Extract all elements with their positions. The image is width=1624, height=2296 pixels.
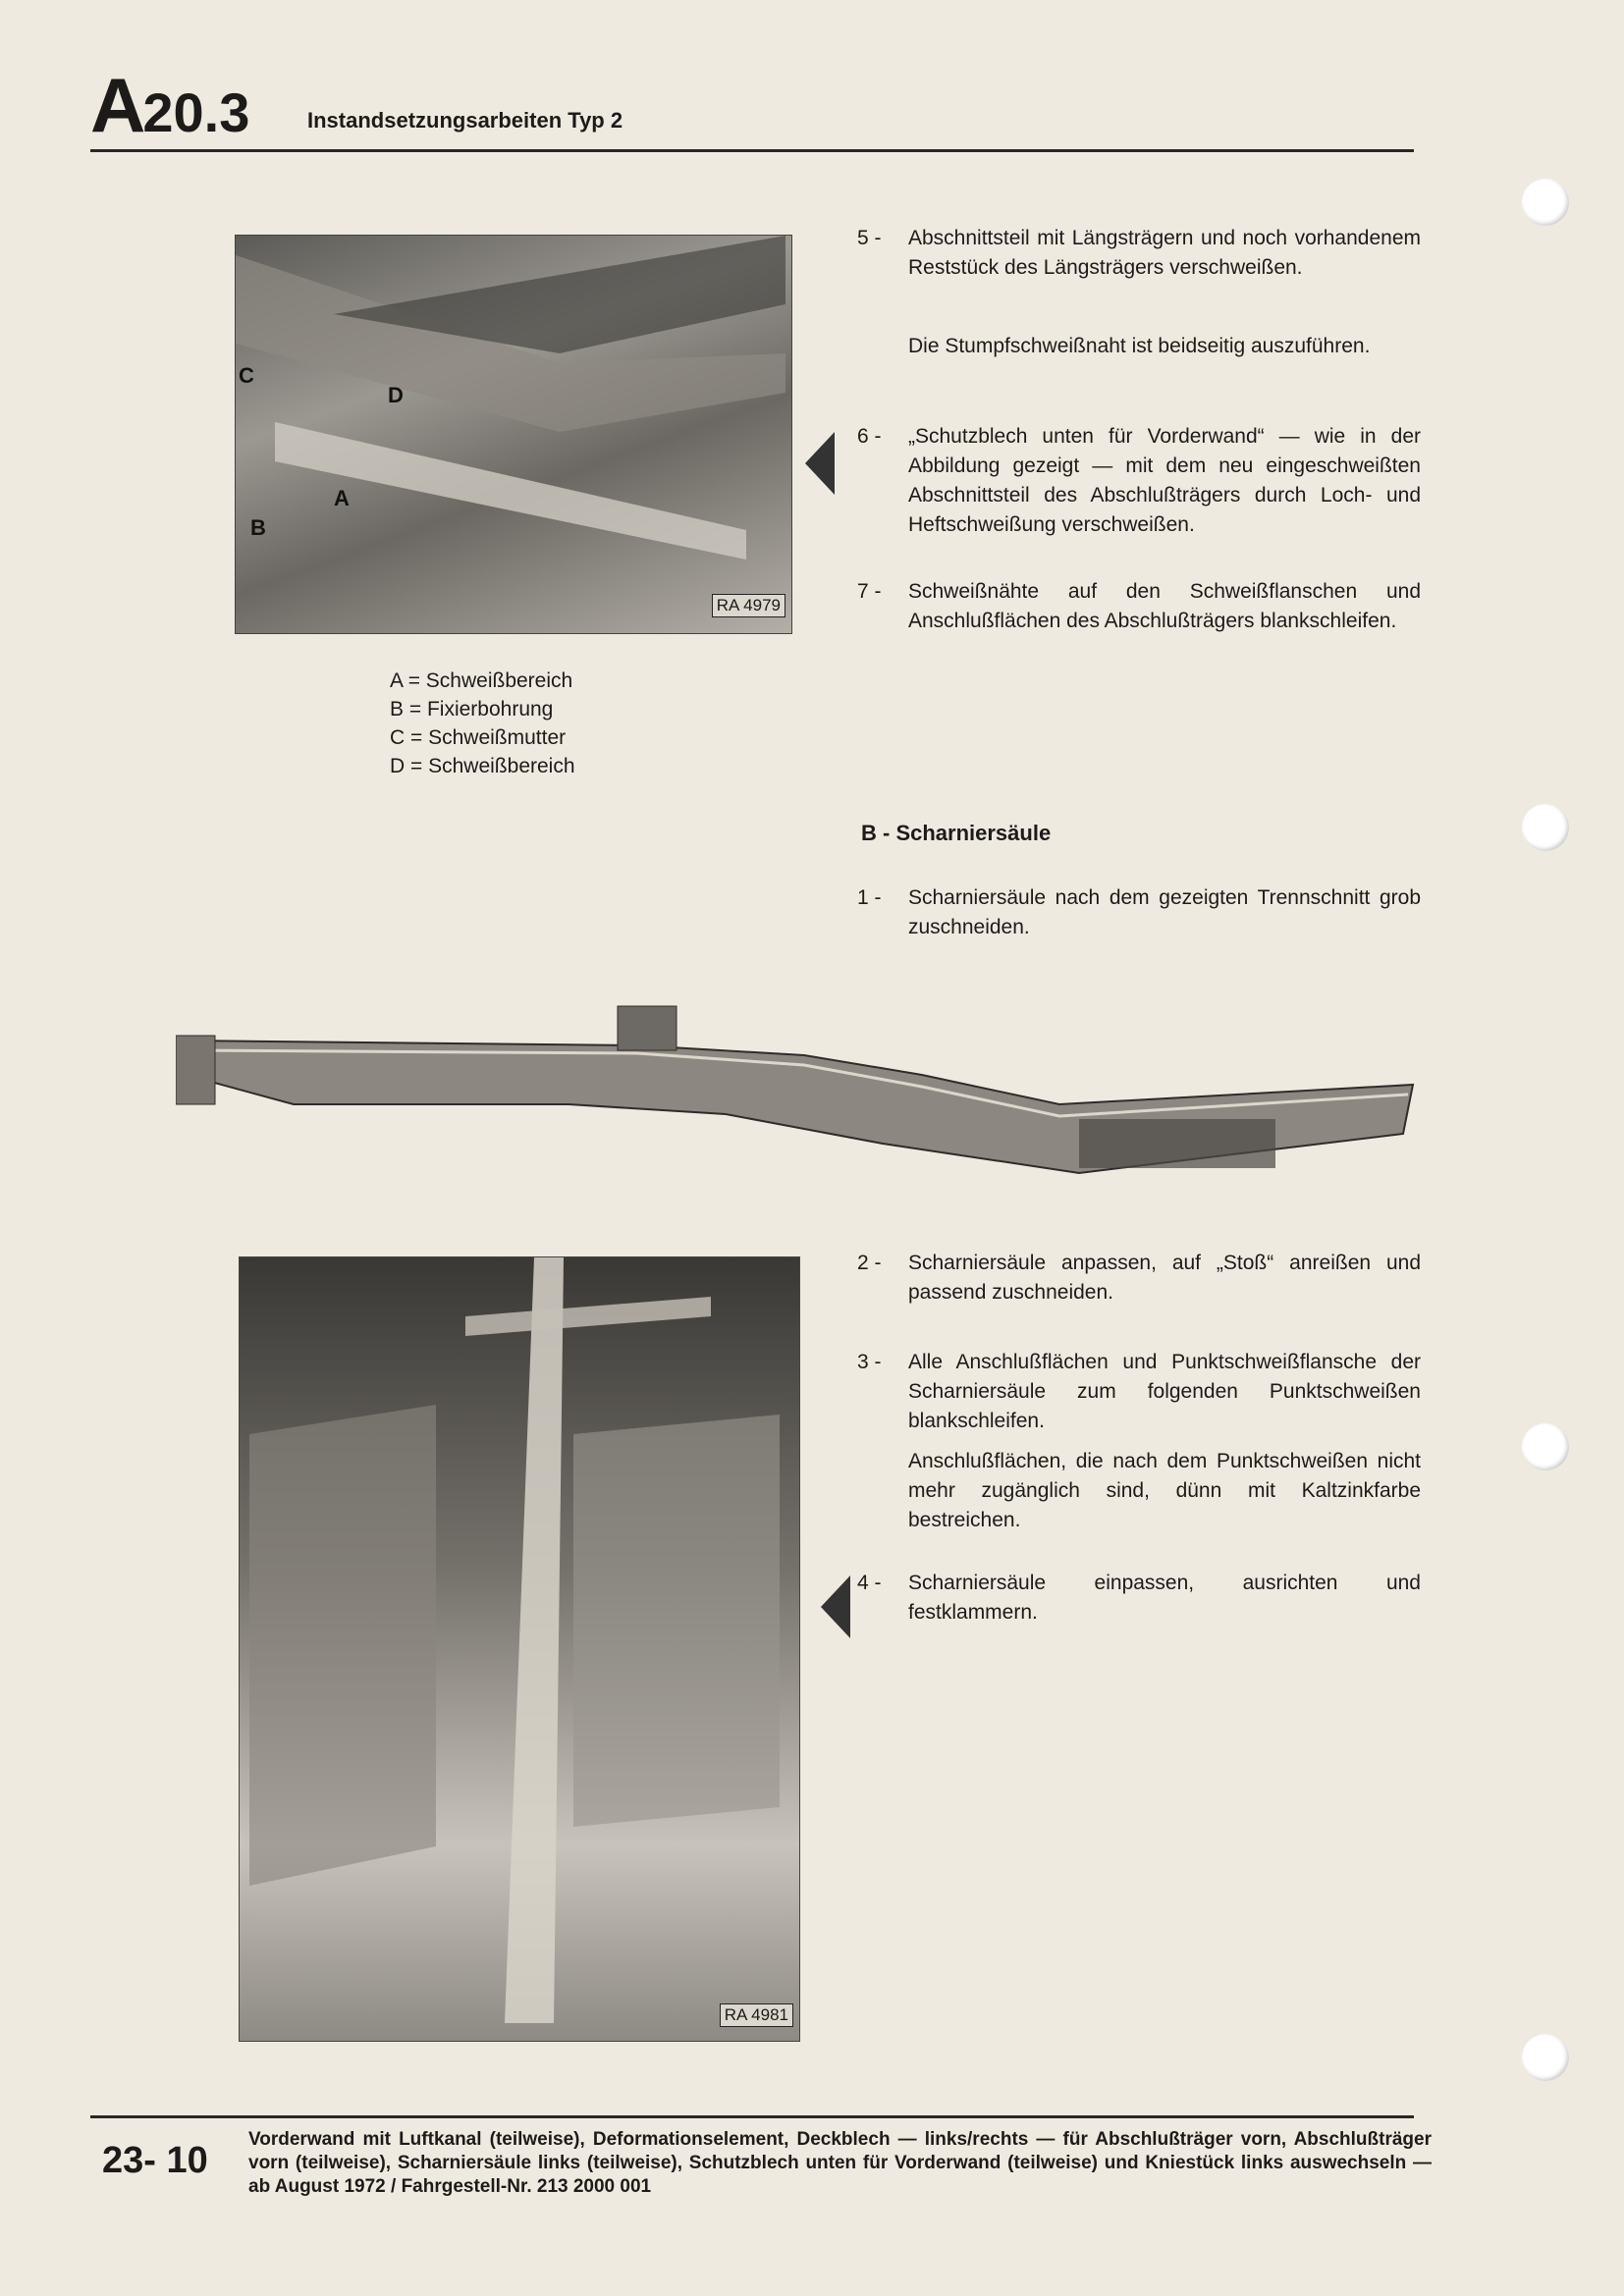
step-b3-note: Anschlußflächen, die nach dem Punktschweißen nicht mehr zugänglich sind, dünn mit Kaltzinkfarbe bestreichen. xyxy=(908,1450,1421,1531)
section-b-heading: B - Scharniersäule xyxy=(861,821,1052,845)
footer-rule xyxy=(90,2115,1414,2118)
step-b1: 1 - Scharniersäule nach dem gezeigten Trennschnitt grob zuschneiden. xyxy=(857,886,1421,938)
step-b4: 4 - Scharniersäule einpassen, ausrichten und festklammern. xyxy=(857,1572,1421,1624)
punch-hole xyxy=(1522,2034,1569,2081)
legend-item: B = Fixierbohrung xyxy=(390,698,554,721)
figure-1-drawing xyxy=(236,236,791,633)
figure-2-ref: RA 4981 xyxy=(720,2003,793,2027)
page-number: 23- 10 xyxy=(102,2140,208,2181)
step-5-note: Die Stumpfschweißnaht ist beidseitig auszuführen. xyxy=(908,335,1371,357)
figure-1-photo xyxy=(235,235,792,634)
legend-item: C = Schweißmutter xyxy=(390,726,567,749)
figure-legend xyxy=(390,667,575,780)
part-drawing-scharniersaeule xyxy=(176,996,1423,1178)
arrow-left-icon xyxy=(821,1575,850,1638)
punch-hole xyxy=(1522,179,1569,226)
marker-a: A xyxy=(334,486,350,510)
step-6: 6 - „Schutzblech unten für Vorderwand“ — wie in der Abbildung gezeigt — mit dem neu eingeschweißten Abschnittsteil des Abschlußträgers durch Loch- und Heftschweißung verschweißen. xyxy=(857,425,1421,536)
step-7: 7 - Schweißnähte auf den Schweißflanschen und Anschlußflächen des Abschlußträgers blankschleifen. xyxy=(857,580,1421,632)
footer-description: Vorderwand mit Luftkanal (teilweise), Deformationselement, Deckblech — links/rechts — für Abschlußträger vorn, Abschlußträger vorn (teilweise), Scharniersäule links (teilweise), Schutzblech unten für Vorderwand (teilweise) und Kniestück links auswechseln — ab August 1972 / Fahrgestell-Nr. 213 2000 001 xyxy=(248,2129,1432,2197)
marker-d: D xyxy=(388,383,404,407)
legend-item: A = Schweißbereich xyxy=(390,669,573,692)
punch-hole xyxy=(1522,1423,1569,1470)
figure-2-photo xyxy=(239,1256,800,2042)
figure-2-drawing xyxy=(240,1257,799,2041)
figure-1-ref: RA 4979 xyxy=(712,594,785,617)
page-title: Instandsetzungsarbeiten Typ 2 xyxy=(307,108,623,133)
marker-c: C xyxy=(239,363,254,388)
marker-b: B xyxy=(250,515,266,540)
header-rule xyxy=(90,149,1414,152)
section-number: 20.3 xyxy=(142,81,250,143)
legend-item: D = Schweißbereich xyxy=(390,755,575,777)
step-b2: 2 - Scharniersäule anpassen, auf „Stoß“ anreißen und passend zuschneiden. xyxy=(857,1252,1421,1304)
punch-hole xyxy=(1522,804,1569,851)
section-letter: A xyxy=(90,62,143,148)
step-5: 5 - Abschnittsteil mit Längsträgern und noch vorhandenem Reststück des Längsträgers verschweißen. xyxy=(857,227,1421,279)
section-code xyxy=(90,61,249,150)
step-b3: 3 - Alle Anschlußflächen und Punktschweißflansche der Scharniersäule zum folgenden Punktschweißen blankschleifen. xyxy=(857,1351,1421,1432)
arrow-left-icon xyxy=(805,432,835,495)
